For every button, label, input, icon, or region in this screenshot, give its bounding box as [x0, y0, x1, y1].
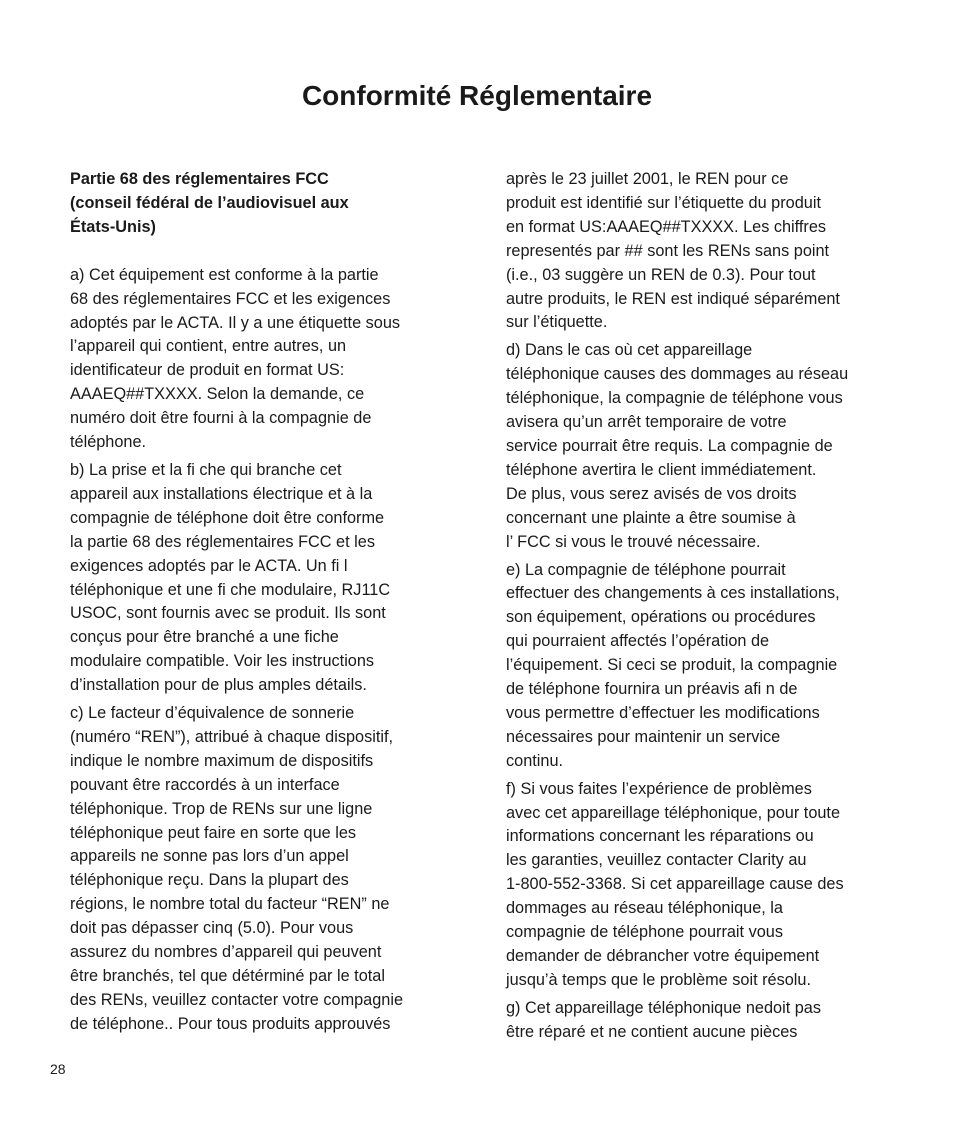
text-line: nécessaires pour maintenir un service	[506, 727, 781, 746]
text-line: les garanties, veuillez contacter Clarity au	[506, 851, 807, 870]
text-line: e) La compagnie de téléphone pourrait	[506, 560, 786, 579]
paragraph-d	[506, 339, 888, 554]
text-line: effectuer des changements à ces installations,	[506, 584, 840, 603]
text-line: d) Dans le cas où cet appareillage	[506, 341, 753, 360]
text-line: c) Le facteur d’équivalence de sonnerie	[70, 704, 355, 723]
text-line: g) Cet appareillage téléphonique nedoit pas	[506, 998, 822, 1017]
paragraph-c-continued	[506, 168, 888, 335]
text-line: exigences adoptés par le ACTA. Un fi l	[70, 556, 348, 575]
text-line: doit pas dépasser cinq (5.0). Pour vous	[70, 919, 354, 938]
text-line: téléphonique peut faire en sorte que les	[70, 823, 357, 842]
text-line: (numéro “REN”), attribué à chaque dispositif,	[70, 727, 394, 746]
text-line: 1-800-552-3368. Si cet appareillage cause des	[506, 875, 844, 894]
text-line: téléphonique reçu. Dans la plupart des	[70, 871, 349, 890]
text-line: f) Si vous faites l’expérience de problèmes	[506, 779, 812, 798]
text-line: compagnie de téléphone pourrait vous	[506, 923, 783, 942]
right-column	[506, 168, 888, 1049]
text-line: dommages au réseau téléphonique, la	[506, 899, 783, 918]
text-line: indique le nombre maximum de dispositifs	[70, 751, 374, 770]
text-line: téléphonique causes des dommages au réseau	[506, 365, 849, 384]
text-line: avec cet appareillage téléphonique, pour toute	[506, 803, 841, 822]
text-line: être branchés, tel que détérminé par le total	[70, 967, 385, 985]
text-line: téléphonique, la compagnie de téléphone vous	[506, 389, 843, 408]
text-line: l’appareil qui contient, entre autres, un	[70, 337, 347, 356]
text-line: régions, le nombre total du facteur “REN” ne	[70, 895, 390, 914]
text-line: téléphonique. Trop de RENs sur une ligne	[70, 799, 373, 818]
text-line: vous permettre d’effectuer les modifications	[506, 703, 820, 722]
text-line: adoptés par le ACTA. Il y a une étiquette sous	[70, 313, 401, 332]
text-line: 68 des réglementaires FCC et les exigences	[70, 289, 391, 308]
text-line: en format US:AAAEQ##TXXXX. Les chiffres	[506, 217, 827, 236]
paragraph-c	[70, 702, 450, 1037]
text-line: a) Cet équipement est conforme à la partie	[70, 265, 379, 284]
text-line: de téléphone fournira un préavis afi n de	[506, 680, 798, 699]
text-line: De plus, vous serez avisés de vos droits	[506, 484, 797, 503]
left-column	[70, 168, 450, 1041]
text-line: être réparé et ne contient aucune pièces	[506, 1022, 798, 1041]
text-line: téléphone avertira le client immédiatement.	[506, 460, 817, 479]
text-line: avisera qu’un arrêt temporaire de votre	[506, 413, 787, 432]
text-line: assurez du nombres d’appareil qui peuvent	[70, 943, 382, 962]
text-line: informations concernant les réparations ou	[506, 827, 814, 846]
text-line: des RENs, veuillez contacter votre compagnie	[70, 990, 404, 1009]
text-line: conçus pour être branché a une fiche	[70, 628, 339, 647]
text-line: concernant une plainte a être soumise à	[506, 508, 796, 527]
text-line: son équipement, opérations ou procédures	[506, 608, 816, 627]
text-line: (i.e., 03 suggère un REN de 0.3). Pour tout	[506, 265, 816, 284]
text-line: continu.	[506, 751, 564, 770]
section-heading	[70, 168, 450, 240]
text-line: jusqu’à temps que le problème soit résolu.	[506, 970, 811, 989]
text-line: d’installation pour de plus amples détails.	[70, 676, 367, 695]
text-line: AAAEQ##TXXXX. Selon la demande, ce	[70, 385, 365, 404]
text-line: l’ FCC si vous le trouvé nécessaire.	[506, 532, 761, 551]
text-line: téléphone.	[70, 433, 147, 452]
text-line: service pourrait être requis. La compagnie de	[506, 436, 833, 455]
paragraph-e	[506, 559, 888, 774]
text-line: sur l’étiquette.	[506, 313, 608, 332]
paragraph-a	[70, 264, 450, 455]
text-line: identificateur de produit en format US:	[70, 361, 345, 380]
text-line: téléphonique et une fi che modulaire, RJ11C	[70, 580, 391, 599]
text-line: autre produits, le REN est indiqué séparément	[506, 289, 840, 308]
paragraph-f	[506, 778, 888, 993]
text-line: (conseil fédéral de l’audiovisuel aux	[70, 193, 349, 212]
text-line: la partie 68 des réglementaires FCC et les	[70, 532, 375, 551]
text-line: numéro doit être fourni à la compagnie de	[70, 409, 372, 428]
page-title: Conformité Réglementaire	[301, 80, 653, 111]
text-line: b) La prise et la fi che qui branche cet	[70, 460, 342, 479]
text-line: appareil aux installations électrique et à la	[70, 484, 373, 503]
text-line: produit est identifié sur l’étiquette du produit	[506, 193, 821, 212]
text-line: États-Unis)	[70, 217, 156, 236]
paragraph-b	[70, 459, 450, 698]
text-line: Partie 68 des réglementaires FCC	[70, 170, 329, 188]
text-line: compagnie de téléphone doit être conforme	[70, 508, 385, 527]
paragraph-g	[506, 997, 888, 1045]
page-number: 28	[50, 1061, 66, 1077]
text-line: representés par ## sont les RENs sans point	[506, 241, 830, 260]
text-line: après le 23 juillet 2001, le REN pour ce	[506, 170, 789, 188]
text-line: demander de débrancher votre équipement	[506, 947, 820, 965]
text-line: USOC, sont fournis avec se produit. Ils sont	[70, 604, 386, 623]
text-line: qui pourraient affectés l’opération de	[506, 632, 770, 651]
text-line: modulaire compatible. Voir les instructions	[70, 652, 375, 671]
text-line: l’équipement. Si ceci se produit, la compagnie	[506, 656, 838, 675]
text-line: de téléphone.. Pour tous produits approuvés	[70, 1014, 391, 1033]
text-line: appareils ne sonne pas lors d’un appel	[70, 847, 349, 866]
text-line: pouvant être raccordés à un interface	[70, 775, 340, 794]
